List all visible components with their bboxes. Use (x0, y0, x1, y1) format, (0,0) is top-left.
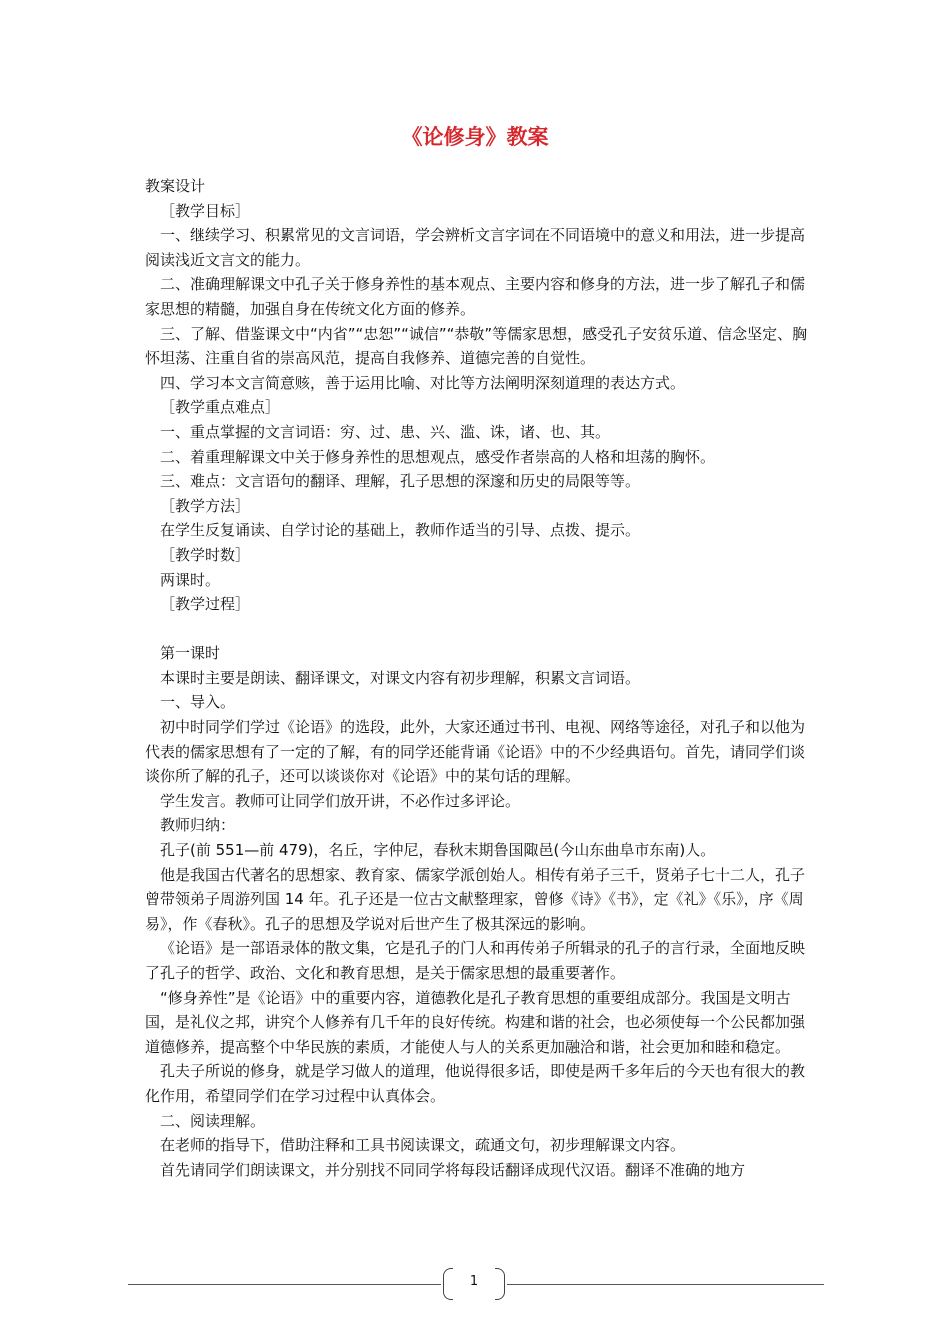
paragraph: “修身养性”是《论语》中的重要内容，道德教化是孔子教育思想的重要组成部分。我国是文明古国，是礼仪之邦，讲究个人修养有几千年的良好传统。构建和谐的社会，也必须使每一个公民都加强道德修养，提高整个中华民族的素质，才能使人与人的关系更加融洽和谐，社会更加和睦和稳定。 (145, 988, 806, 1056)
paragraph: 他是我国古代著名的思想家、教育家、儒家学派创始人。相传有弟子三千，贤弟子七十二人，孔子曾带领弟子周游列国 14 年。孔子还是一位古文献整理家，曾修《诗》《书》，定《礼》《乐》，序《周易》，作《春秋》。孔子的思想及学说对后世产生了极其深远的影响。 (145, 865, 806, 933)
subsection-heading: ［教学重点难点］ (160, 398, 281, 417)
page-number: 1 (469, 1274, 479, 1289)
document-body (145, 174, 813, 1182)
paragraph: 一、继续学习、积累常见的文言词语，学会辨析文言字词在不同语境中的意义和用法，进一步提高阅读浅近文言文的能力。 (145, 226, 806, 269)
paragraph: 在老师的指导下，借助注释和工具书阅读课文，疏通文句，初步理解课文内容。 (160, 1136, 686, 1155)
subsection-heading: ［教学目标］ (160, 201, 251, 220)
paragraph: 孔子(前 551—前 479)，名丘，字仲尼，春秋末期鲁国陬邑(今山东曲阜市东南)人。 (160, 841, 716, 860)
paragraph: 二、阅读理解。 (160, 1111, 266, 1130)
paragraph: 一、导入。 (160, 693, 236, 712)
paragraph: 在学生反复诵读、自学讨论的基础上，教师作适当的引导、点拨、提示。 (160, 521, 641, 540)
section-heading: 教案设计 (145, 177, 206, 195)
paragraph: 三、难点：文言语句的翻译、理解，孔子思想的深邃和历史的局限等等。 (160, 472, 641, 491)
paragraph: 二、准确理解课文中孔子关于修身养性的基本观点、主要内容和修身的方法，进一步了解孔子和儒家思想的精髓，加强自身在传统文化方面的修养。 (145, 275, 806, 318)
paragraph: 首先请同学们朗读课文，并分别找不同同学将每段话翻译成现代汉语。翻译不准确的地方 (160, 1160, 746, 1179)
paragraph: 学生发言。教师可让同学们放开讲，不必作过多评论。 (160, 791, 521, 810)
subsection-heading: ［教学方法］ (160, 496, 251, 515)
lesson-heading: 第一课时 (160, 644, 221, 663)
paragraph: 教师归纳： (160, 816, 236, 835)
page-number-badge (441, 1268, 507, 1302)
right-brace-icon (495, 1268, 505, 1300)
paragraph: 孔夫子所说的修身，就是学习做人的道理，他说得很多话，即使是两千多年后的今天也有很大的教化作用，希望同学们在学习过程中认真体会。 (145, 1062, 806, 1105)
paragraph: 三、了解、借鉴课文中“内省”“忠恕”“诚信”“恭敬”等儒家思想，感受孔子安贫乐道、信念坚定、胸怀坦荡、注重自省的崇高风范，提高自我修养、道德完善的自觉性。 (145, 324, 808, 368)
paragraph: 二、着重理解课文中关于修身养性的思想观点，感受作者崇高的人格和坦荡的胸怀。 (160, 447, 716, 466)
paragraph: 四、学习本文言简意赅，善于运用比喻、对比等方法阐明深刻道理的表达方式。 (160, 373, 686, 392)
paragraph: 本课时主要是朗读、翻译课文，对课文内容有初步理解，积累文言词语。 (160, 668, 641, 687)
subsection-heading: ［教学时数］ (160, 545, 251, 564)
page-title: 《论修身》教案 (401, 125, 549, 149)
paragraph: 《论语》是一部语录体的散文集，它是孔子的门人和再传弟子所辑录的孔子的言行录，全面地反映了孔子的哲学、政治、文化和教育思想，是关于儒家思想的最重要著作。 (145, 939, 806, 982)
subsection-heading: ［教学过程］ (160, 595, 251, 614)
paragraph: 两课时。 (160, 570, 221, 589)
paragraph: 一、重点掌握的文言词语：穷、过、患、兴、滥、诛，诸、也、其。 (160, 422, 611, 441)
paragraph: 初中时同学们学过《论语》的选段，此外，大家还通过书刊、电视、网络等途径，对孔子和以他为代表的儒家思想有了一定的了解，有的同学还能背诵《论语》中的不少经典语句。首先，请同学们谈谈你所了解的孔子，还可以谈谈你对《论语》中的某句话的理解。 (145, 718, 806, 786)
blank-line (145, 617, 813, 642)
